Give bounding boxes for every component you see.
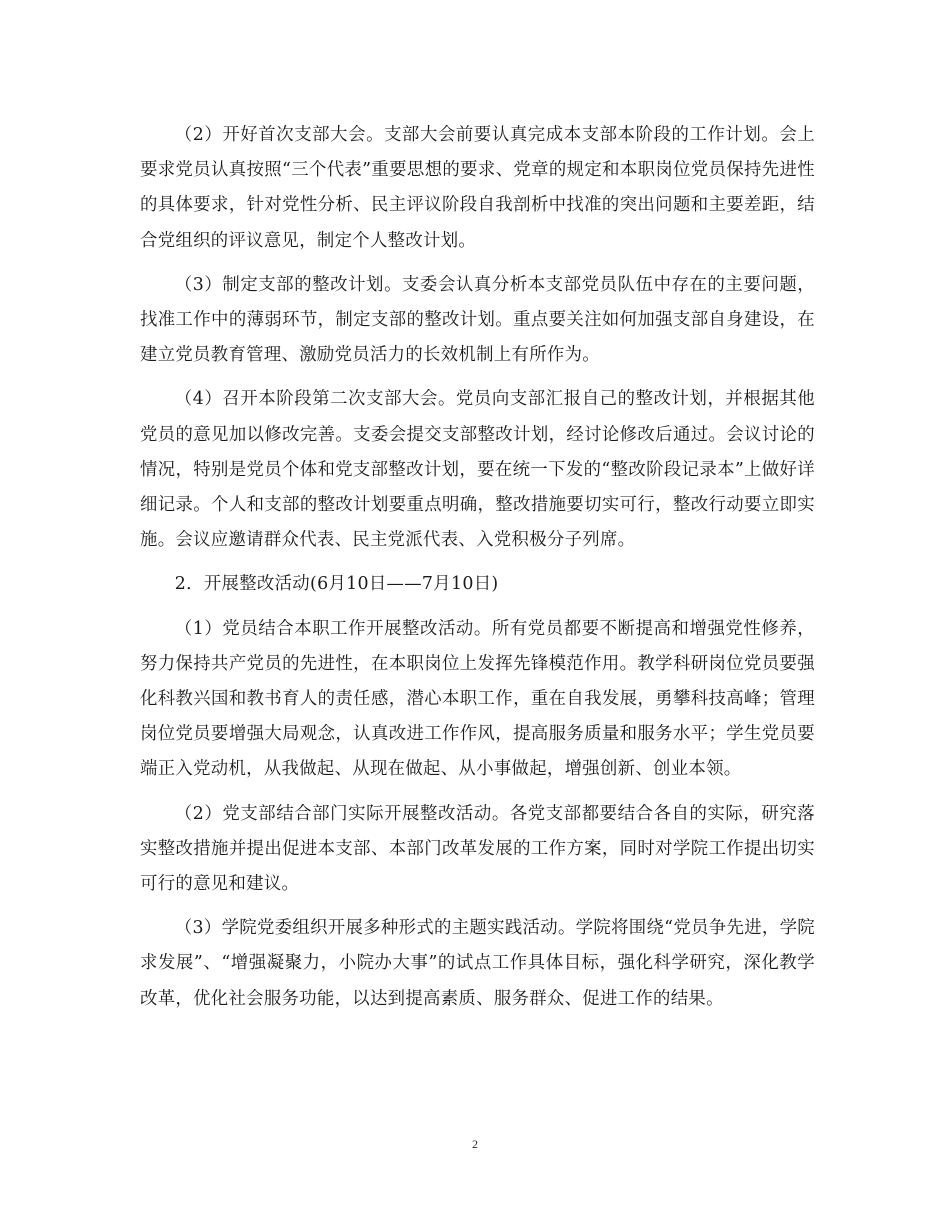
paragraph-themed-practice-activities: （3）学院党委组织开展多种形式的主题实践活动。学院将围绕“党员争先进，学院求发展”、“增强凝聚力，小院办大事”的试点工作具体目标，强化科学研究，深化教学改革，优化社会服务功能，以达到提高素质、服务群众、促进工作的结果。: [140, 918, 815, 1009]
paragraph-convene-first-branch-meeting: （2）开好首次支部大会。支部大会前要认真完成本支部本阶段的工作计划。会上要求党员认真按照“三个代表”重要思想的要求、党章的规定和本职岗位党员保持先进性的具体要求，针对党性分析、民主评议阶段自我剖析中找准的突出问题和主要差距，结合党组织的评议意见，制定个人整改计划。: [140, 125, 815, 251]
page-number: 2: [472, 1137, 478, 1151]
paragraph-second-branch-meeting: （4）召开本阶段第二次支部大会。党员向支部汇报自己的整改计划，并根据其他党员的意见加以修改完善。支委会提交支部整改计划，经讨论修改后通过。会议讨论的情况，特别是党员个体和党支部整改计划，要在统一下发的“整改阶段记录本”上做好详细记录。个人和支部的整改计划要重点明确，整改措施要切实可行，整改行动要立即实施。会议应邀请群众代表、民主党派代表、入党积极分子列席。: [140, 389, 815, 551]
paragraph-branch-department-rectification: （2）党支部结合部门实际开展整改活动。各党支部都要结合各自的实际，研究落实整改措施并提出促进本支部、本部门改革发展的工作方案，同时对学院工作提出切实可行的意见和建议。: [140, 803, 815, 895]
paragraph-branch-rectification-plan: （3）制定支部的整改计划。支委会认真分析本支部党员队伍中存在的主要问题，找准工作中的薄弱环节，制定支部的整改计划。重点要关注如何加强支部自身建设，在建立党员教育管理、激励党员活力的长效机制上有所作为。: [140, 274, 815, 366]
document-body: [140, 118, 815, 1026]
section-heading-rectification-activities: 2．开展整改活动(6月10日——7月10日): [174, 574, 499, 595]
paragraph-members-rectification: （1）党员结合本职工作开展整改活动。所有党员都要不断提高和增强党性修养，努力保持共产党员的先进性，在本职岗位上发挥先锋模范作用。教学科研岗位党员要强化科教兴国和教书育人的责任感，潜心本职工作，重在自我发展，勇攀科技高峰；管理岗位党员要增强大局观念，认真改进工作作风，提高服务质量和服务水平；学生党员要端正入党动机，从我做起、从现在做起、从小事做起，增强创新、创业本领。: [140, 618, 815, 780]
